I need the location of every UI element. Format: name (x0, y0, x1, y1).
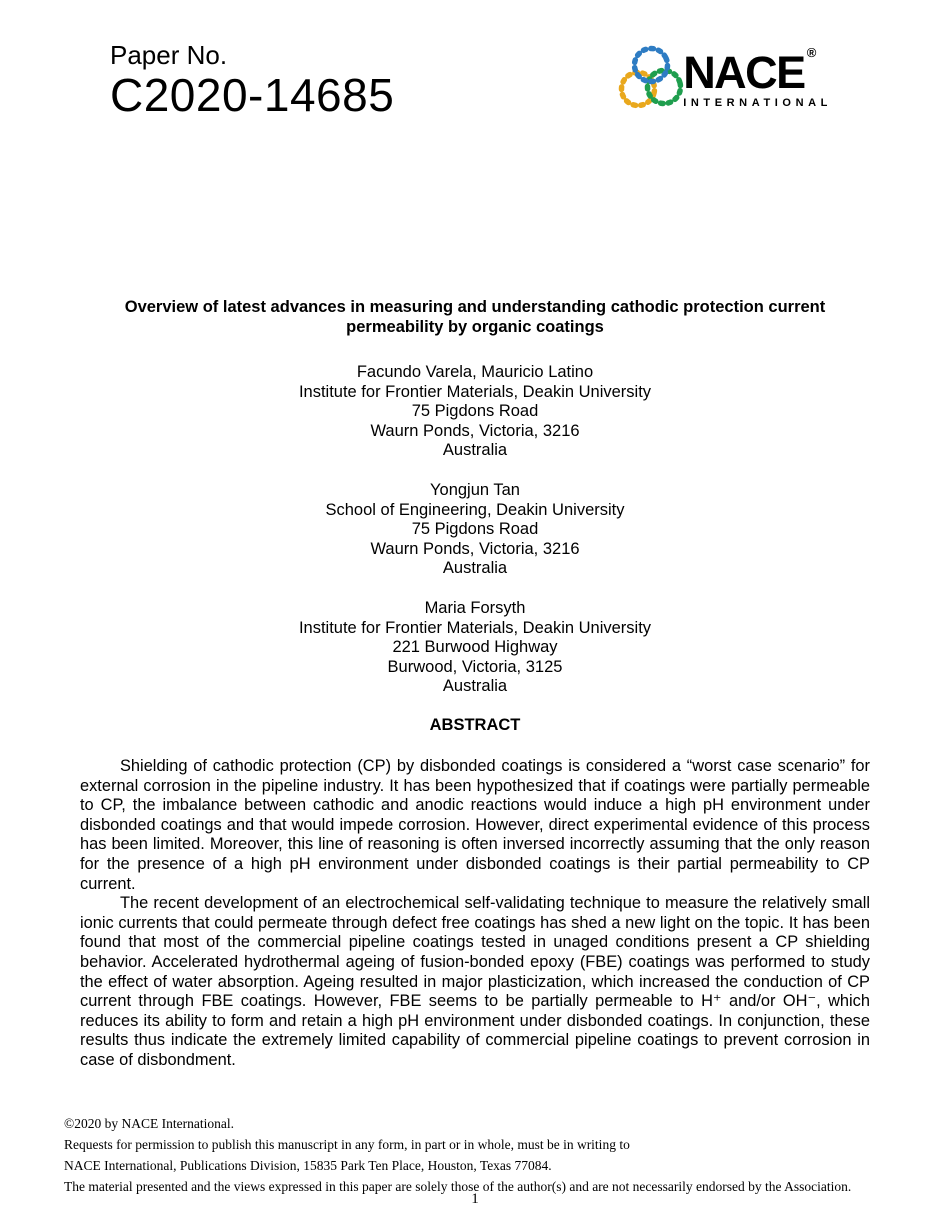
paper-number-block (110, 40, 395, 121)
author-names: Yongjun Tan (430, 480, 520, 499)
knot-blue-loop (629, 43, 673, 87)
author-street: 75 Pigdons Road (411, 520, 539, 539)
author-country: Australia (442, 441, 508, 460)
abstract-paragraph-2: The recent development of an electrochemical self-validating technique to measure the relatively small ionic currents that could permeate through defect free coatings has shed a new light on the topic. It has been found that most of the commercial pipeline coatings tested in unaged conditions present a CP shielding behavior. Accelerated hydrothermal ageing of fusion-bonded epoxy (FBE) coatings was performed to study the effect of water absorption. Ageing resulted in major plasticization, which increased the conduction of CP current through FBE coatings. However, FBE seems to be partially permeable to H⁺ and/or OH⁻, which reduces its ability to form and retain a high pH environment under disbonded coatings. In conjunction, these results thus indicate the extremely limited capability of commercial pipeline coatings to prevent corrosion in case of disbondment. (80, 894, 870, 1069)
abstract-body (80, 757, 870, 1071)
paper-title (0, 297, 950, 337)
footer-copyright-line: ©2020 by NACE International. (64, 1116, 234, 1131)
author-affiliation: Institute for Frontier Materials, Deakin University (298, 618, 652, 637)
author-street: 221 Burwood Highway (392, 638, 558, 657)
author-country: Australia (442, 559, 508, 578)
footer-address-line: NACE International, Publications Division, 15835 Park Ten Place, Houston, Texas 77084. (64, 1158, 552, 1173)
footer-disclaimer-line: The material presented and the views expressed in this paper are solely those of the author(s) and are not necessarily endorsed by the Association. (64, 1179, 852, 1194)
logo-wordmark: NACE (683, 47, 805, 98)
author-names: Maria Forsyth (424, 598, 526, 617)
footer-permission-line: Requests for permission to publish this manuscript in any form, in part or in whole, must be in writing to (64, 1137, 630, 1152)
author-street: 75 Pigdons Road (411, 402, 539, 421)
abstract-paragraph-1: Shielding of cathodic protection (CP) by disbonded coatings is considered a “worst case scenario” for external corrosion in the pipeline industry. It has been hypothesized that if coatings were partially permeable to CP, the imbalance between cathodic and anodic reactions would induce a high pH environment under disbonded coatings and that would impede corrosion. However, direct experimental evidence of this process has been limited. Moreover, this line of reasoning is often inversed incorrectly assuming that the only reason for the presence of a high pH environment under disbonded coatings is their partial permeability to CP current. (80, 757, 870, 893)
registered-trademark-icon: ® (806, 45, 817, 60)
author-affiliations (0, 363, 950, 717)
author-block-3 (0, 599, 950, 697)
logo-subtitle: INTERNATIONAL (683, 97, 832, 109)
author-city: Waurn Ponds, Victoria, 3216 (370, 539, 580, 558)
author-country: Australia (442, 677, 508, 696)
paper-title-line-1: Overview of latest advances in measuring and understanding cathodic protection current (124, 298, 826, 316)
author-city: Waurn Ponds, Victoria, 3216 (370, 421, 580, 440)
paper-number-value: C2020-14685 (110, 69, 395, 121)
header (110, 40, 832, 121)
nace-knot-icon (611, 42, 693, 118)
copyright-footer (64, 1113, 886, 1197)
paper-number-label: Paper No. (110, 40, 228, 70)
author-affiliation: School of Engineering, Deakin University (325, 500, 625, 519)
author-block-2 (0, 481, 950, 579)
author-names: Facundo Varela, Mauricio Latino (356, 363, 594, 381)
logo-text-block (683, 45, 832, 109)
author-affiliation: Institute for Frontier Materials, Deakin University (298, 382, 652, 401)
paper-title-line-2: permeability by organic coatings (346, 318, 604, 336)
abstract-heading: ABSTRACT (429, 716, 521, 734)
author-city: Burwood, Victoria, 3125 (387, 657, 563, 676)
nace-logo (611, 40, 832, 118)
author-block-1 (0, 363, 950, 461)
page-number: 1 (471, 1191, 479, 1207)
